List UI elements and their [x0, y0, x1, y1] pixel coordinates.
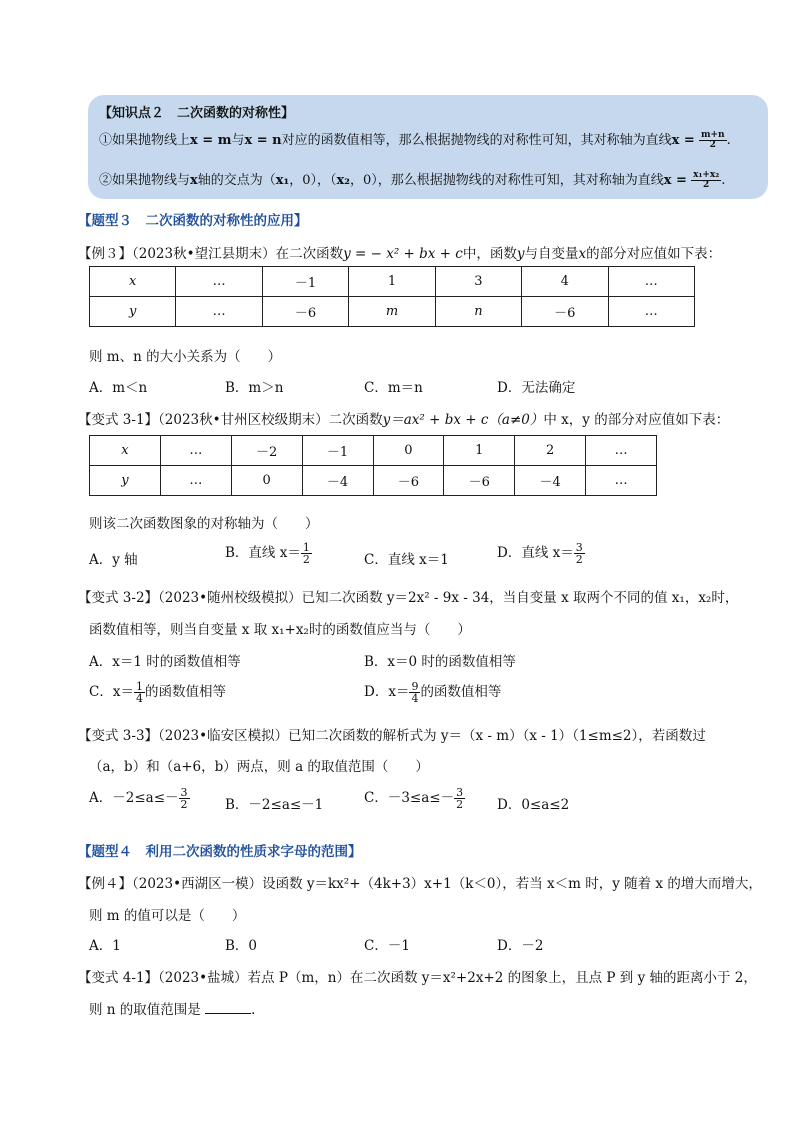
table-cell: y	[90, 466, 161, 496]
variant-3-2-stem-line2: 函数值相等，则当自变量 x 取 x₁+x₂时的函数值应当与（ ）	[89, 622, 471, 638]
table-cell: 1	[444, 436, 515, 466]
table-row	[90, 436, 657, 466]
table-cell: －6	[262, 297, 348, 327]
fraction-m-plus-n-over-2: $\frac{m+n}{2}$	[700, 130, 725, 150]
table-cell: …	[608, 267, 694, 297]
option-d: D．直线 x＝ $\frac{3}{2}$	[497, 541, 583, 566]
variant-3-1-value-table	[89, 435, 657, 496]
section-title-type4: 【题型４ 利用二次函数的性质求字母的范围】	[78, 844, 362, 860]
fraction-x1-plus-x2-over-2: $\frac{\text{x₁+x₂}}{2}$	[693, 170, 720, 190]
table-row	[90, 297, 695, 327]
table-cell: 3	[435, 267, 521, 297]
table-cell: …	[608, 297, 694, 327]
fraction: $\frac{9}{4}$	[411, 680, 419, 705]
option-d: D．x＝ $\frac{9}{4}$ 的函数值相等	[364, 680, 502, 705]
option-b: B．x＝0 时的函数值相等	[364, 654, 516, 670]
table-cell: …	[176, 267, 262, 297]
fraction: $\frac{3}{2}$	[180, 786, 188, 811]
table-cell: …	[586, 466, 657, 496]
table-cell: －4	[302, 466, 373, 496]
option-a: A．x＝1 时的函数值相等	[89, 654, 241, 670]
option-d: D．无法确定	[497, 380, 576, 396]
table-cell: －6	[522, 297, 608, 327]
table-cell: －4	[515, 466, 586, 496]
table-cell: m	[349, 297, 435, 327]
option-c: C．x＝ $\frac{1}{4}$ 的函数值相等	[89, 680, 226, 705]
example-3-stem: 【例３】（2023秋•望江县期末）在二次函数y = − x² + bx + c中，函数y与自变量x的部分对应值如下表：	[78, 246, 722, 262]
table-cell: －6	[444, 466, 515, 496]
table-cell: 0	[373, 436, 444, 466]
table-cell: …	[160, 466, 231, 496]
knowledge-point-1: ①如果抛物线上x = m与x = n对应的函数值相等，那么根据抛物线的对称性可知，其对称轴为直线x = $\frac{m+n}{2}$ .	[99, 130, 731, 150]
table-cell: －1	[302, 436, 373, 466]
table-cell: n	[435, 297, 521, 327]
table-cell: 4	[522, 267, 608, 297]
variant-3-3-stem-line1: 【变式 3-3】（2023•临安区模拟）已知二次函数的解析式为 y＝（x - m）（x - 1）（1≤m≤2），若函数过	[78, 728, 706, 744]
table-cell: …	[586, 436, 657, 466]
table-cell: 1	[349, 267, 435, 297]
table-cell: …	[160, 436, 231, 466]
table-cell: x	[90, 436, 161, 466]
option-c: C．m＝n	[364, 380, 423, 396]
table-row	[90, 466, 657, 496]
table-cell: －1	[262, 267, 348, 297]
fraction: $\frac{1}{4}$	[135, 680, 143, 705]
fraction: $\frac{3}{2}$	[575, 541, 583, 566]
option-c: C．直线 x＝1	[364, 552, 449, 568]
variant-3-3-stem-line2: （a，b）和（a+6，b）两点，则 a 的取值范围（ ）	[89, 759, 429, 775]
option-b: B．0	[225, 938, 258, 954]
example-3-value-table	[89, 266, 695, 327]
answer-blank[interactable]	[205, 1001, 251, 1014]
variant-3-2-stem-line1: 【变式 3-2】（2023•随州校级模拟）已知二次函数 y＝2x² - 9x - 34，当自变量 x 取两个不同的值 x₁，x₂时，	[78, 590, 739, 606]
option-a: A．－2≤a≤－ $\frac{3}{2}$	[89, 786, 188, 811]
table-cell: …	[176, 297, 262, 327]
section-title-type3: 【题型３ 二次函数的对称性的应用】	[78, 213, 308, 229]
fraction: $\frac{3}{2}$	[456, 786, 464, 811]
option-b: B．m＞n	[225, 380, 284, 396]
example-4-stem-line1: 【例４】（2023•西湖区一模）设函数 y＝kx²+（4k+3）x+1（k＜0），若当 x＜m 时，y 随着 x 的增大而增大，	[78, 876, 762, 892]
table-cell: y	[90, 297, 176, 327]
option-d: D．0≤a≤2	[497, 797, 570, 813]
table-cell: 0	[231, 466, 302, 496]
fraction: $\frac{1}{2}$	[302, 541, 310, 566]
option-b: B．－2≤a≤－1	[225, 797, 324, 813]
variant-3-1-question: 则该二次函数图象的对称轴为（ ）	[89, 516, 319, 532]
table-cell: 2	[515, 436, 586, 466]
table-cell: －2	[231, 436, 302, 466]
option-a: A．m＜n	[89, 380, 148, 396]
variant-4-1-stem-line2: 则 n 的取值范围是 ．	[89, 1002, 265, 1018]
table-cell: x	[90, 267, 176, 297]
knowledge-title: 【知识点２ 二次函数的对称性】	[99, 106, 295, 121]
knowledge-point-box	[88, 95, 768, 199]
option-c: C．－1	[364, 938, 410, 954]
example-4-stem-line2: 则 m 的值可以是（ ）	[89, 908, 246, 924]
option-d: D．－2	[497, 938, 544, 954]
variant-3-1-stem: 【变式 3-1】（2023秋•甘州区校级期末）二次函数y＝ax² + bx + c（a≠0）中 x，y 的部分对应值如下表：	[78, 412, 730, 428]
example-3-question: 则 m、n 的大小关系为（ ）	[89, 349, 282, 365]
table-cell: －6	[373, 466, 444, 496]
option-a: A．1	[89, 938, 121, 954]
option-c: C．－3≤a≤－ $\frac{3}{2}$	[364, 786, 464, 811]
table-row	[90, 267, 695, 297]
knowledge-point-2: ②如果抛物线与x轴的交点为（x₁，0），（x₂，0），那么根据抛物线的对称性可知，其对称轴为直线x = $\frac{\text{x₁+x₂}}{2}$ .	[99, 170, 726, 190]
variant-4-1-stem-line1: 【变式 4-1】（2023•盐城）若点 P（m，n）在二次函数 y＝x²+2x+2 的图象上，且点 P 到 y 轴的距离小于 2，	[78, 970, 757, 986]
option-a: A．y 轴	[89, 552, 138, 568]
option-b: B．直线 x＝ $\frac{1}{2}$	[225, 541, 310, 566]
